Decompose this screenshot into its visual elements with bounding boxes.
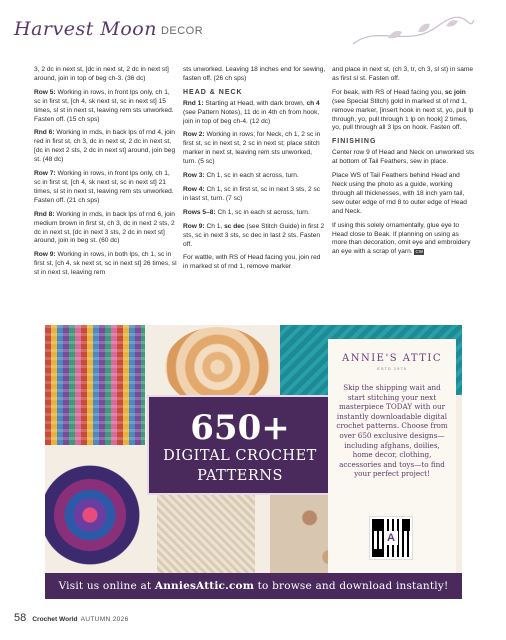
ad-side-panel	[328, 339, 456, 575]
annies-attic-est: ESTD 1975	[377, 366, 407, 371]
section-header	[14, 10, 203, 40]
pattern-paragraph: Row 4: Ch 1, sc in first st, sc in next 3 sts, 2 sc in last st, turn. (7 sc)	[183, 185, 321, 202]
pattern-paragraph: and place in next st, (ch 3, tr, ch 3, sl st) in same as first sl st. Fasten off.	[332, 66, 474, 82]
pattern-paragraph: Rows 5–8: Ch 1, sc in each st across, turn.	[183, 208, 310, 216]
ad-website-link[interactable]: AnniesAttic.com	[154, 580, 255, 592]
pattern-paragraph: 3, 2 dc in next st, [dc in next st, 2 dc in next st] around, join in top of beg ch-3. (36 dc)	[34, 66, 169, 82]
text-column-1	[34, 66, 177, 283]
ad-headline-line1: DIGITAL CROCHET	[163, 448, 317, 464]
pattern-paragraph: If using this solely ornamentally, glue eye to Head close to Beak. If planning on using as more than decoration, omit eye and embroidery an eye with a scrap of yarn. CW	[332, 221, 471, 256]
mandala-photo	[45, 445, 145, 585]
text-column-3	[332, 66, 475, 262]
ad-body-text: Skip the shipping wait and start stitching your next masterpiece TODAY with our instantly downloadable digital crochet patterns. Choose from over 650 exclusive designs—including afghans, doilies, home decor, clothing, accessories and toys—to find your perfect project!	[336, 383, 448, 479]
pattern-paragraph: sts unworked. Leaving 18 inches end for sewing, fasten off. (26 ch sps)	[183, 66, 326, 82]
ad-footer-bar[interactable]: Visit us online at AnniesAttic.com to browse and download instantly!	[45, 573, 462, 599]
qr-logo-letter: A	[384, 531, 398, 545]
page-footer	[14, 612, 129, 624]
pattern-paragraph: Row 9: Working in rows, in both lps, ch 1, sc in first st, [ch 4, sk next st, sc in next st] 26 times, sl st in next st, leaving rem	[34, 251, 177, 277]
issue-label: AUTUMN 2026	[80, 616, 129, 623]
pattern-paragraph: Row 9: Ch 1, sc dec (see Stitch Guide) in first 2 sts, sc in next 3 sts, sc dec in last 2 sts. Fasten off.	[183, 222, 325, 248]
leaf-ornament-icon	[348, 14, 478, 54]
section-title-script: Harvest Moon	[14, 18, 157, 40]
subheading-head-neck: HEAD & NECK	[183, 88, 243, 96]
end-mark-icon: CW	[415, 248, 423, 254]
magazine-name: Crochet World	[32, 616, 78, 623]
pattern-paragraph: For wattle, with RS of Head facing you, join red in marked st of rnd 1, remove marker	[183, 254, 321, 271]
section-title-decor: DECOR	[160, 25, 204, 37]
subheading-finishing: FINISHING	[332, 138, 377, 146]
pattern-paragraph: Row 5: Working in rows, in front lps only, ch 1, sc in first st, [ch 4, sk next st, sc in next st] 15 times, sl st in next st, leaving rem sts unworked. Fasten off. (15 ch sps)	[34, 88, 174, 123]
pattern-paragraph: For beak, with RS of Head facing you, sc join (see Special Stitch) gold in marked st of rnd 1, remove marker, [insert hook in next st, yo, pull lp through, yo, pull through 1 lp on hook] 2 times, yo, pull through all 3 lps on hook. Fasten off.	[332, 88, 474, 132]
afghan-texture-overlay	[45, 325, 145, 448]
annies-attic-logo: ANNIE'S ATTIC	[341, 353, 443, 364]
text-column-2	[183, 66, 326, 277]
pattern-paragraph: Place WS of Tail Feathers behind Head and Neck using the photo as a guide, working through all thicknesses, with 18 inch yarn tail, sew outer edge of rnd 8 to outer edge of Head and Neck.	[332, 172, 467, 215]
ad-headline-banner	[147, 395, 333, 495]
pattern-paragraph: Row 2: Working in rows; for Neck, ch 1, 2 sc in first st, sc in next st, 2 sc in next st; place stitch marker in next st, leaving rem sts unworked, turn. (5 sc)	[183, 131, 321, 166]
pattern-paragraph: Rnd 6: Working in rnds, in back lps of rnd 4, join red in first st, ch 3, dc in next st, 2 dc in next st, [dc in next 2 sts, 2 dc in next st] around, join beg st. (48 dc)	[34, 129, 176, 164]
ad-headline-line2: PATTERNS	[197, 468, 283, 484]
pattern-paragraph: Rnd 8: Working in rnds, in back lps of rnd 6, join medium brown in first st, ch 3, dc in next 2 sts, 2 dc in next st, [dc in next 3 sts, 2 dc in next st] around, join in beg st. (60 dc)	[34, 210, 175, 245]
pattern-paragraph: Row 7: Working in rows, in front lps only, ch 1, sc in first st, [ch 4, sk next st, sc in next st] 21 times, sl st in next st, leaving rem sts unworked. Fasten off. (21 ch sps)	[34, 170, 174, 204]
ad-count: 650+	[190, 408, 290, 448]
pattern-paragraph: Center row 9 of Head and Neck on unworked sts at bottom of Tail Feathers, sew in place.	[332, 149, 475, 166]
pattern-paragraph: Rnd 1: Starting at Head, with dark brown, ch 4 (see Pattern Notes), 11 dc in 4th ch from hook, join in top of beg ch-4. (12 dc)	[183, 99, 320, 125]
crochet-top-photo	[157, 490, 255, 582]
annies-attic-advertisement[interactable]	[45, 325, 462, 599]
page-number: 58	[14, 612, 27, 624]
pattern-paragraph: Row 3: Ch 1, sc in each st across, turn.	[183, 172, 299, 180]
